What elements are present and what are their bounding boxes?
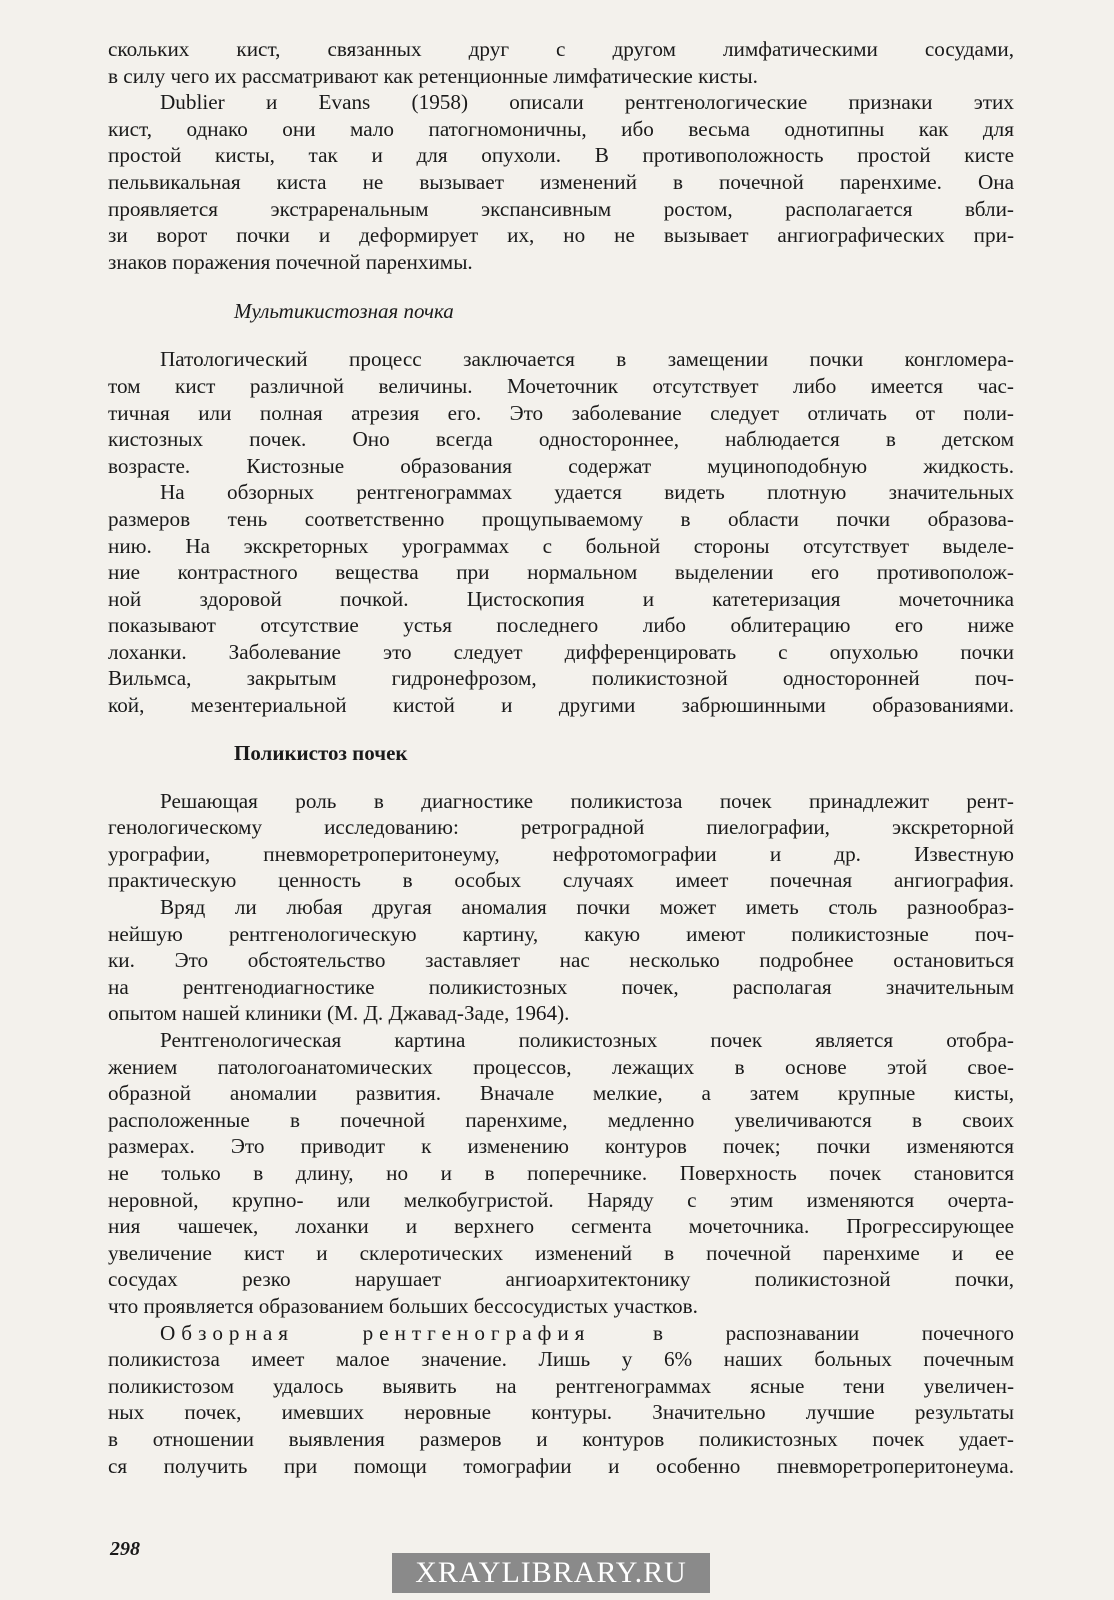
text-line: зи ворот почки и деформирует их, но не вызывает ангиографических при- — [108, 223, 1014, 248]
text-line: лоханки. Заболевание это следует дифференцировать с опухолью почки — [108, 639, 1014, 664]
text-line — [108, 1320, 1014, 1347]
text-line: расположенные в почечной паренхиме, медленно увеличиваются в своих — [108, 1107, 1014, 1132]
section-heading-polycystic: Поликистоз почек — [234, 740, 408, 765]
text-line: возрасте. Кистозные образования содержат муциноподобную жидкость. — [108, 453, 1014, 478]
text-line: скольких кист, связанных друг с другом лимфатическими сосудами, — [108, 37, 1014, 61]
text-line: ки. Это обстоятельство заставляет нас несколько подробнее остановиться — [108, 948, 1014, 973]
text-line: кистозных почек. Оно всегда одностороннее, наблюдается в детском — [108, 427, 1014, 452]
page-text — [108, 36, 1014, 1479]
text-line: простой кисты, так и для опухоли. В противоположность простой кисте — [108, 143, 1014, 168]
text-line: поликистозом удалось выявить на рентгенограммах ясные тени увеличен- — [108, 1373, 1014, 1398]
text-line: размеров тень соответственно прощупываемому в области почки образова- — [108, 506, 1014, 531]
watermark-banner: XRAYLIBRARY.RU — [392, 1553, 710, 1593]
text-line: ния чашечек, лоханки и верхнего сегмента мочеточника. Прогрессирующее — [108, 1214, 1014, 1239]
text-line: Рентгенологическая картина поликистозных почек является отобра- — [160, 1028, 1014, 1052]
text-line: кой, мезентериальной кистой и другими забрюшинными образованиями. — [108, 693, 1014, 718]
text-line: размерах. Это приводит к изменению контуров почек; почки изменяются — [108, 1134, 1014, 1159]
text-line: ной здоровой почкой. Цистоскопия и катетеризация мочеточника — [108, 586, 1014, 611]
text-line: в отношении выявления размеров и контуров поликистозных почек удает- — [108, 1426, 1014, 1451]
text-line: Вильмса, закрытым гидронефрозом, поликистозной односторонней поч- — [108, 666, 1014, 691]
text-line: на рентгенодиагностике поликистозных почек, располагая значительным — [108, 974, 1014, 999]
text-line: что проявляется образованием больших бессосудистых участков. — [108, 1293, 698, 1318]
page-number: 298 — [110, 1538, 140, 1560]
text-line: Решающая роль в диагностике поликистоза почек принадлежит рент- — [160, 788, 1014, 813]
text-line: ных почек, имевших неровные контуры. Значительно лучшие результаты — [108, 1400, 1014, 1425]
paragraph-block-1 — [108, 36, 1014, 275]
text-line: жением патологоанатомических процессов, лежащих в основе этой свое- — [108, 1054, 1014, 1079]
text-line: пельвикальная киста не вызывает изменений в почечной паренхиме. Она — [108, 169, 1014, 194]
text-line: увеличение кист и склеротических изменений в почечной паренхиме и ее — [108, 1240, 1014, 1265]
text-line: том кист различной величины. Мочеточник отсутствует либо имеется час- — [108, 373, 1014, 398]
text-line-tail: в распознавании почечного — [590, 1320, 1014, 1345]
text-line: кист, однако они мало патогномоничны, ибо весьма однотипны как для — [108, 116, 1014, 141]
text-line: генологическому исследованию: ретроградной пиелографии, экскреторной — [108, 815, 1014, 840]
text-line: образной аномалии развития. Вначале мелкие, а затем крупные кисты, — [108, 1081, 1014, 1106]
text-line: неровной, крупно- или мелкобугристой. Наряду с этим изменяются очерта- — [108, 1187, 1014, 1212]
text-line: поликистоза имеет малое значение. Лишь у 6% наших больных почечным — [108, 1347, 1014, 1372]
text-line: нию. На экскреторных урограммах с больной стороны отсутствует выделе- — [108, 533, 1014, 558]
text-line: ся получить при помощи томографии и особенно пневморетроперитонеума. — [108, 1453, 1014, 1478]
text-line: На обзорных рентгенограммах удается видеть плотную значительных — [160, 480, 1014, 505]
section-heading-multicystic: Мультикистозная почка — [234, 299, 454, 324]
text-line: сосудах резко нарушает ангиоархитектонику поликистозной почки, — [108, 1267, 1014, 1292]
text-line: нейшую рентгенологическую картину, какую имеют поликистозные поч- — [108, 921, 1014, 946]
text-line: показывают отсутствие устья последнего либо облитерацию его ниже — [108, 613, 1014, 638]
paragraph-block-2 — [108, 346, 1014, 718]
text-line: урографии, пневморетроперитонеуму, нефротомографии и др. Известную — [108, 841, 1014, 866]
paragraph-block-3 — [108, 788, 1014, 1479]
text-line: опытом нашей клиники (М. Д. Джавад-Заде, 1964). — [108, 1001, 570, 1026]
text-line: знаков поражения почечной паренхимы. — [108, 249, 473, 274]
text-line: практическую ценность в особых случаях имеет почечная ангиография. — [108, 868, 1014, 893]
spaced-emphasis: Обзорная рентгенография — [160, 1320, 591, 1345]
text-line: Вряд ли любая другая аномалия почки может иметь столь разнообраз- — [160, 895, 1014, 920]
text-line: Dublier и Evans (1958) описали рентгенологические признаки этих — [160, 90, 1014, 115]
text-line: не только в длину, но и в поперечнике. Поверхность почек становится — [108, 1160, 1014, 1185]
text-line: ние контрастного вещества при нормальном выделении его противополож- — [108, 560, 1014, 585]
text-line: Патологический процесс заключается в замещении почки конгломера- — [160, 347, 1014, 372]
text-line: проявляется экстраренальным экспансивным ростом, располагается вбли- — [108, 196, 1014, 221]
text-line: тичная или полная атрезия его. Это заболевание следует отличать от поли- — [108, 400, 1014, 425]
text-line: в силу чего их рассматривают как ретенционные лимфатические кисты. — [108, 63, 758, 88]
